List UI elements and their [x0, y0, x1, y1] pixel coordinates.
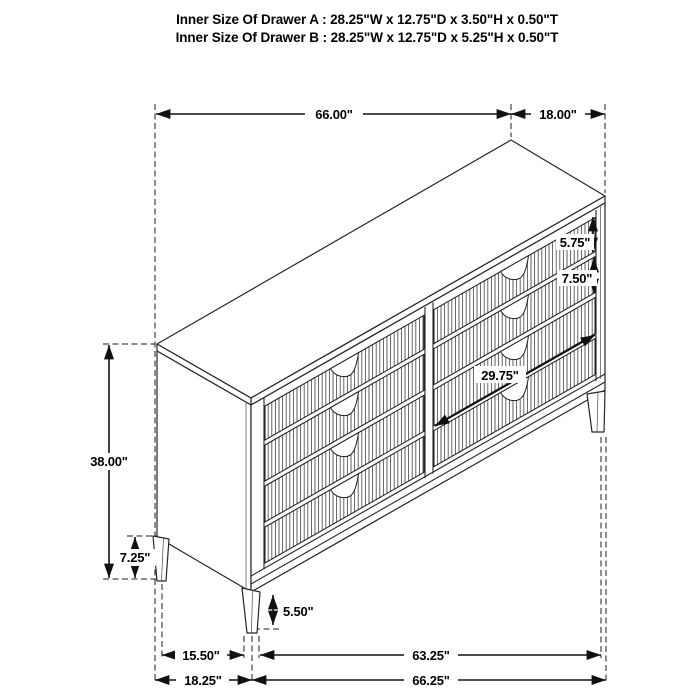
front-left-leg [242, 588, 260, 633]
dim-leg-inset-depth: 15.50" [182, 648, 220, 663]
dresser-drawing [153, 140, 605, 633]
dim-drawer-a-height: 5.75" [559, 235, 591, 250]
dim-overall-width: 66.25" [412, 673, 450, 688]
dim-drawer-b-height: 7.50" [561, 271, 593, 286]
dim-front-leg-height: 5.50" [283, 604, 314, 619]
dim-drawer-width: 29.75" [481, 368, 519, 383]
front-right-leg [587, 391, 605, 432]
dim-top-width: 66.00" [315, 107, 353, 122]
title-drawer-b-size: Inner Size Of Drawer B : 28.25"W x 12.75"D x 5.25"H x 0.50"T [175, 30, 559, 45]
dim-overall-height: 38.00" [90, 454, 128, 469]
dim-leg-span-width: 63.25" [412, 648, 450, 663]
title-drawer-a-size: Inner Size Of Drawer A : 28.25"W x 12.75"D x 3.50"H x 0.50"T [176, 12, 558, 27]
dim-side-leg-height: 7.25" [119, 550, 151, 565]
dim-top-depth: 18.00" [539, 107, 577, 122]
dim-overall-depth: 18.25" [184, 673, 222, 688]
